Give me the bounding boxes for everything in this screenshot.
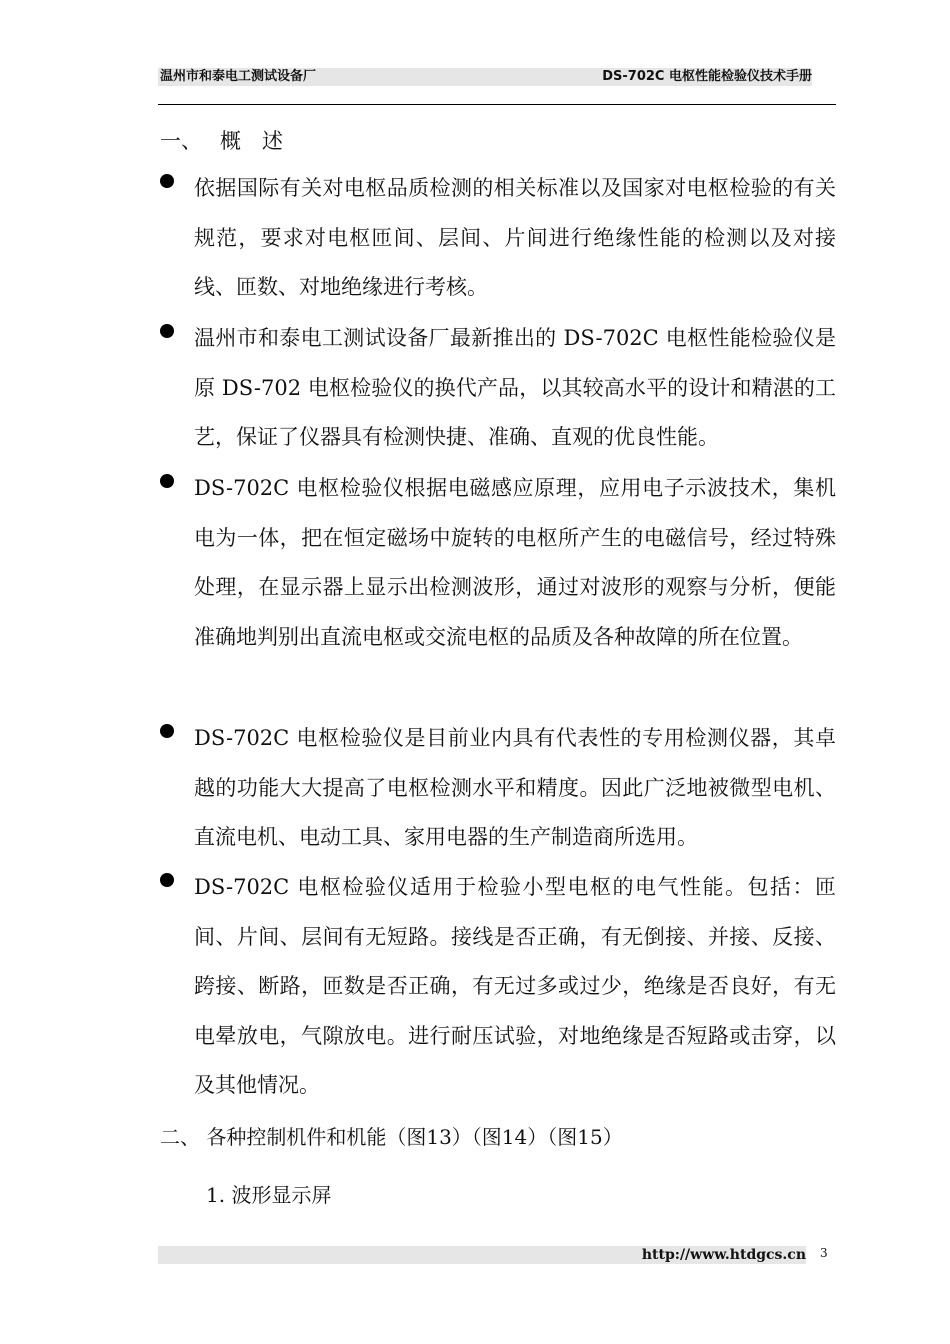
paragraph: DS-702C 电枢检验仪适用于检验小型电枢的电气性能。包括：匝间、片间、层间有无短路。接线是否正确，有无倒接、并接、反接、跨接、断路，匝数是否正确，有无过多或过少，绝缘是否良好，有无电晕放电，气隙放电。进行耐压试验，对地绝缘是否短路或击穿，以及其他情况。	[194, 875, 836, 1097]
page-number: 3	[820, 1246, 828, 1260]
list-item	[160, 314, 836, 463]
header-rule	[158, 104, 836, 105]
section-title: 概 述	[220, 129, 283, 153]
bullet-icon	[160, 873, 174, 887]
header-manual-title: DS-702C 电枢性能检验仪技术手册	[602, 69, 812, 84]
list-item	[160, 714, 836, 863]
bullet-icon	[160, 174, 174, 188]
list-item	[160, 164, 836, 313]
paragraph: DS-702C 电枢检验仪是目前业内具有代表性的专用检测仪器，其卓越的功能大大提高了电枢检测水平和精度。因此广泛地被微型电机、直流电机、电动工具、家用电器的生产制造商所选用。	[194, 726, 836, 849]
section-heading-controls: 二、 各种控制机件和机能（图13）（图14）（图15）	[160, 1125, 623, 1149]
paragraph: DS-702C 电枢检验仪根据电磁感应原理，应用电子示波技术，集机电为一体，把在恒定磁场中旋转的电枢所产生的电磁信号，经过特殊处理，在显示器上显示出检测波形，通过对波形的观察与分析，便能准确地判别出直流电枢或交流电枢的品质及各种故障的所在位置。	[194, 476, 836, 649]
subsection-heading: 1. 波形显示屏	[206, 1183, 332, 1207]
section-heading-overview	[160, 124, 283, 158]
bullet-icon	[160, 474, 174, 488]
list-item	[160, 863, 836, 1111]
bullet-icon	[160, 324, 174, 338]
paragraph: 温州市和泰电工测试设备厂最新推出的 DS-702C 电枢性能检验仪是原 DS-702 电枢检验仪的换代产品，以其较高水平的设计和精湛的工艺，保证了仪器具有检测快捷、准确、直观的优良性能。	[194, 326, 836, 449]
list-item	[160, 464, 836, 662]
bullet-icon	[160, 724, 174, 738]
header-company: 温州市和泰电工测试设备厂	[160, 69, 317, 84]
section-number: 一、	[160, 129, 202, 153]
footer-url: http://www.htdgcs.cn	[641, 1247, 806, 1263]
paragraph: 依据国际有关对电枢品质检测的相关标准以及国家对电枢检验的有关规范，要求对电枢匝间、层间、片间进行绝缘性能的检测以及对接线、匝数、对地绝缘进行考核。	[194, 176, 836, 299]
